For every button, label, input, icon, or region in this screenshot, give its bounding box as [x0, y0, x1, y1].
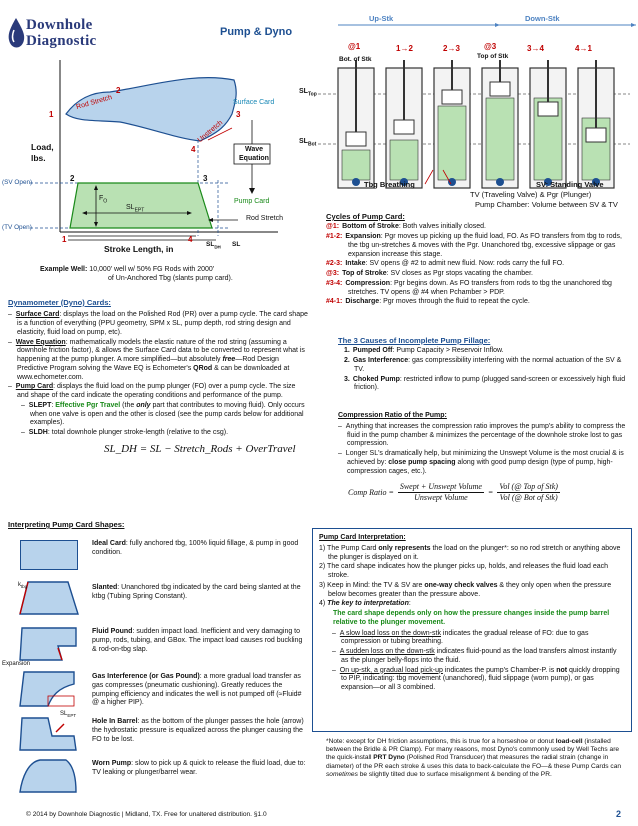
tv-open-label: (TV Open) [2, 224, 32, 231]
interp-d3a: On up-stk, a gradual load pick-up [339, 666, 443, 674]
wave-text-c: & can be downloaded at www.echometer.com. [17, 364, 290, 381]
footer-text: © 2014 by Downhole Diagnostic | Midland, TX. Free for unaltered distribution. §1.0 [26, 811, 267, 818]
ept-only: only [136, 401, 151, 409]
bot-stk-label: Bot. of Stk [339, 56, 372, 63]
cycles-list [326, 223, 632, 307]
sv-open-label: (SV Open) [2, 179, 33, 186]
note-g: be slightly tilted due to surface misalignment & bending of the PR. [357, 770, 552, 778]
cycle-term: Intake [345, 260, 366, 268]
incomplete-num: 2. [344, 357, 350, 365]
incomplete-item [338, 376, 628, 394]
cycles-section [326, 212, 632, 307]
interp-1 [319, 545, 625, 563]
tv-label: TV (Traveling Valve) & Pgr (Plunger) [470, 190, 592, 199]
shape-term: Ideal Card [92, 540, 126, 547]
ept-a: (the [120, 401, 137, 409]
wave-text-a: : mathematically models the elastic nature of the rod string (assuming a downhole friction factor), & allows the Surface Card data to be converted to represent what is happening at the pump plunger. A more simplified—but absolutely [17, 338, 305, 364]
cycle-text: : Pgr moves through the fluid to repeat the cycle. [379, 298, 530, 306]
incomplete-num: 3. [344, 375, 350, 383]
pump-corner-3: 3 [203, 174, 208, 183]
shape-term: Hole In Barrel [92, 718, 138, 725]
sl-ept-text: SL [126, 204, 135, 211]
dyno-heading: Dynamometer (Dyno) Cards: [8, 298, 111, 307]
fo-text: F [99, 195, 104, 202]
sv-label: SV: Standing Valve [536, 180, 604, 189]
shape-slept-label [60, 711, 76, 719]
at3-label: @3 [484, 42, 497, 51]
surface-corner-1: 1 [49, 110, 54, 119]
shape-term: Fluid Pound [92, 628, 133, 635]
sl-dh-formula: SL_DH = SL − Stretch_Rods + OverTravel [104, 442, 296, 455]
step-4-1: 4→1 [575, 44, 592, 53]
wave-eq-def: – Wave Equation: mathematically models the elastic nature of the rod string (assuming a downhole friction factor), & allows the Surface Card data to be converted to represent what is happening at the pump plunger. A more simplified—but absolutely free—Rod Design Predictive Program solving the Wave EQ is Echometer's QRod & can be downloaded at www.echometer.com. [8, 338, 305, 381]
sl-top-label [299, 88, 317, 98]
step-2-3: 2→3 [443, 44, 460, 53]
surface-text: : displays the load on the Polished Rod (PR) over a pump cycle. The card shape is a function of everything (PPU geometry, SPM x SL, pump depth, rod string design and elasticity, fluid load on pump, etc). [17, 311, 308, 336]
fo-label [99, 195, 107, 205]
cycle-item [326, 298, 632, 307]
surface-card-def: – Surface Card: displays the load on the Polished Rod (PR) over a pump cycle. The card shape is a function of everything (PPU geometry, SPM x SL, pump depth, rod string design and elasticity, fluid load on pump, etc). [8, 311, 308, 336]
sl-label: SL [232, 241, 241, 248]
cycle-term: Bottom of Stroke [342, 223, 399, 231]
ept-b: part that contributes to moving fluid). Only occurs when one valve is open and the other is closed (see the pump cards below for additional examples). [30, 401, 305, 427]
note-c: (installed between the Bridle & PR Clamp). For many reasons, most Dyno's commonly used by Well Techs are the quick-install [326, 738, 620, 762]
pump-card-label: Pump Card [234, 198, 270, 205]
sl-dh-label [206, 241, 221, 250]
cycle-item [326, 223, 632, 232]
logo-line2: Diagnostic [26, 33, 97, 49]
y-axis-label [31, 142, 54, 163]
comp-den: Unswept Volume [414, 493, 468, 503]
tbg-breathing-label: Tbg Breathing [364, 180, 415, 189]
cycle-item [326, 233, 632, 259]
footnote [326, 738, 630, 779]
note-a: *Note: except for DH friction assumptions, this is true for a horseshoe or donut [326, 738, 556, 745]
incomplete-list [338, 347, 628, 393]
cycles-heading: Cycles of Pump Card: [326, 212, 405, 221]
interp-1c: the load on the plunger*: so no rod stretch or anything above the plunger is displayed on it. [328, 544, 621, 561]
cycle-term: Discharge [345, 298, 380, 306]
compression-heading: Compression Ratio of the Pump: [338, 412, 447, 419]
sl-dh-sub: DH [214, 244, 221, 250]
incomplete-text: : gas compressibility interfering with the normal actuation of the SV & TV. [354, 357, 622, 373]
sl-dh-text: SL [206, 241, 215, 248]
sl-dh-def: – SLDH: total downhole plunger stroke-length (relative to the csg). [21, 429, 229, 437]
interp-3a: 3) Keep in Mind: the TV & SV are [319, 581, 425, 589]
rod-stretch-label: Rod Stretch [246, 215, 283, 222]
interp-4b: The key to interpretation [327, 600, 409, 608]
cycle-term: Compression [345, 279, 391, 287]
interp-3b: one-way check valves [424, 581, 498, 589]
unstretch-label: Unstretch [196, 119, 225, 145]
incomplete-item [338, 357, 628, 375]
shape-description [92, 760, 306, 778]
at1-label: @1 [348, 42, 361, 51]
interpretation-box [312, 528, 632, 732]
cycle-text: : SV closes as Pgr stops vacating the chamber. [386, 270, 533, 278]
sl-bot-label [299, 138, 316, 148]
compression-bullet-2: – Longer SL's dramatically help, but minimizing the Unswept Volume is the most crucial & is achieved by: close pump spacing along with good pump design (type of pump, high-compression cages, etc.). [338, 450, 624, 475]
cycle-item [326, 270, 632, 279]
shape-text: : fully anchored tbg, 100% liquid fillage, & pump in good condition. [92, 540, 299, 556]
note-b: load-cell [555, 738, 583, 745]
shape-description [92, 718, 306, 744]
interp-2: 2) The card shape indicates how the plunger picks up, holds, and releases the fluid load each stroke. [319, 563, 608, 579]
compression-bullet-1: – Anything that increases the compression ratio improves the pump's ability to compress the fluid in the pump chamber & minimizes the percentage of the downhole stroke lost to gas compression. [338, 422, 626, 448]
interp-d3: – On up-stk, a gradual load pick-up indicates the pump's Chamber-P. is not quickly dropping to PIP, indicating: tbg movement (unanchored), fluid slippage (worn pump), or gas expansion—or all 3 combined. [332, 666, 620, 691]
logo-line1: Downhole [26, 17, 93, 33]
ktbg-sub: tbg [21, 584, 28, 590]
y-label-2: lbs. [31, 152, 46, 163]
sl-top-text: SL [299, 88, 308, 95]
step-1-2: 1→2 [396, 44, 413, 53]
dh-label: SLDH [28, 429, 48, 437]
slanted-card-shape [18, 580, 82, 618]
compression-b2c: along with good pump design (type of pump, high-compression cages, etc.). [347, 458, 613, 475]
surface-corner-3: 3 [236, 110, 241, 119]
expansion-label: Expansion [2, 661, 31, 667]
compression-b1: Anything that increases the compression ratio improves the pump's ability to compress the fluid in the pump chamber & minimizes the percentage of the downhole stroke lost to gas compression. [345, 422, 626, 448]
cycle-text: : SV opens @ #2 to admit new fluid. Now: rods carry the full FO. [365, 260, 565, 268]
dyno-section [8, 298, 308, 457]
comp-den2: Vol (@ Bot of Stk) [499, 493, 558, 503]
comp-eq: = [487, 487, 494, 497]
pump-corner-1: 1 [62, 235, 67, 244]
pump-diagram-3 [434, 60, 470, 188]
incomplete-text: : Pump Capacity > Reservoir Inflow. [392, 347, 504, 355]
incomplete-item [338, 347, 628, 356]
compression-b2a: Longer SL's dramatically help, but minimizing the Unswept Volume is the most crucial & is achieved by: [345, 450, 624, 466]
surface-corner-4: 4 [191, 145, 196, 154]
shape-description [92, 673, 306, 708]
incomplete-section [338, 336, 628, 393]
ept-label: SLEPT [28, 401, 52, 409]
compression-b2b: close pump spacing [388, 458, 456, 466]
interp-d3c: not [556, 666, 568, 674]
wave-equation-label [238, 146, 270, 164]
gas-interference-shape [18, 670, 82, 710]
example-line1: 10,000' well w/ 50% FG Rods with 2000' [89, 266, 215, 273]
pump-term: Pump Card [15, 383, 54, 391]
hole-in-barrel-shape [18, 716, 82, 754]
down-stk-label: Down-Stk [525, 14, 560, 23]
sl-bot-sub: Bot [307, 141, 317, 148]
surface-card-label: Surface Card [233, 99, 275, 106]
wave-text-b: —Rod Design Predictive Program solving the Wave EQ is Echometer's [17, 356, 279, 372]
interp-d1a: A slow load loss on the down-stk [339, 629, 441, 637]
shape-text: : slow to pick up & quick to release the fluid load, due to: TV leaking or plunger/barrel wear. [92, 760, 306, 776]
interp-d2a: A sudden loss on the down-stk [339, 648, 435, 655]
ktbg-text: k [18, 582, 21, 588]
wave-qrod: QRod [193, 364, 213, 372]
incomplete-term: Choked Pump [352, 375, 400, 383]
shape-term: Gas Interference (or Gas Pound) [92, 673, 200, 680]
shape-description [92, 584, 306, 602]
step-3-4: 3→4 [527, 44, 544, 53]
interp-d3d: quickly dropping to PIP, indicating: tbg movement (unanchored), fluid slippage (worn pump), or gas expansion—or all 3 combined. [341, 666, 620, 691]
cycle-item [326, 260, 632, 269]
interp-3c: & they only open when the pressure below becomes greater than the pressure above. [328, 581, 612, 598]
cycle-text: : Both valves initially closed. [398, 223, 486, 231]
cycle-tag: #2-3: [326, 260, 343, 268]
cycle-tag: #3-4: [326, 279, 343, 287]
sl-ept-def: – SLEPT: Effective Pgr Travel (the only part that contributes to moving fluid). Only occurs when one valve is open and the other is closed (see the pump cards below for additional examples). [21, 401, 305, 427]
comp-frac1 [398, 482, 484, 503]
surface-corner-2: 2 [116, 86, 121, 95]
interp-1b: only represents [378, 544, 431, 552]
pump-diagram-6 [578, 60, 614, 188]
note-d: PRT Dyno [373, 754, 405, 762]
cycle-tag: #4-1: [326, 298, 343, 306]
interp-4a: 4) [319, 600, 328, 608]
top-stk-label: Top of Stk [477, 53, 509, 60]
comp-num2: Vol (@ Top of Stk) [499, 482, 558, 492]
shape-description [92, 540, 306, 558]
interp-4 [319, 600, 625, 609]
rod-stretch-diag-label: Rod Stretch [75, 94, 113, 111]
sl-ept-label [126, 204, 144, 214]
dh-text: : total downhole plunger stroke-length (relative to the csg). [47, 429, 229, 437]
interp-heading: Pump Card Interpretation: [319, 534, 406, 541]
shape-text: : Unanchored tbg indicated by the card being slanted at the ktbg (Tubing Spring Constant). [92, 584, 301, 600]
worn-pump-shape [18, 758, 82, 796]
wave-term: Wave Equation [15, 338, 66, 346]
interp-d3b: indicates the pump's Chamber-P. is [442, 666, 557, 674]
shape-text: : sudden impact load. Inefficient and very damaging to pump, rods, tubing, and GBox. The impact load causes rod buckling & rod-on-tbg slap. [92, 628, 303, 653]
x-axis-label: Stroke Length, in [104, 244, 174, 254]
interp-1a: 1) The Pump Card [319, 544, 379, 552]
sl-ept-sub: EPT [134, 207, 145, 214]
shape-text: : as the bottom of the plunger passes the hole (arrow) the hydrostatic pressure is equalized across the plunger causing the FO to be lost. [92, 718, 304, 743]
shapes-section [0, 536, 310, 806]
example-well [40, 266, 300, 284]
cycle-term: Expansion [345, 233, 381, 241]
ideal-card-shape [20, 540, 78, 570]
ktbg-label [18, 582, 27, 590]
pump-diagram-4 [482, 60, 518, 188]
incomplete-text: : restricted inflow to pump (plugged sand-screen or excessively high fluid friction). [354, 375, 626, 392]
note-e: (Polished Rod Transducer) that measures the radial strain (change in diameter) of the PR each stroke & uses this data to back-calculate the FO—& these Pump Cards can [326, 754, 622, 770]
cycle-text: : Pgr begins down. As FO transfers from rods to tbg the unanchored tbg stretches. TV opens @ #4 when Pchamber > PDP. [348, 279, 612, 296]
pump-diagram-5 [530, 60, 566, 188]
up-stk-label: Up-Stk [369, 14, 394, 23]
interp-key: The card shape depends only on how the pressure changes inside the pump barrel relative to the plunger movement. [333, 610, 610, 626]
wave-free: free [222, 356, 236, 364]
interp-d2b: indicates fluid-pound as the load transfers almost instantly as the plunger belly-flops into the fluid. [341, 648, 617, 664]
interp-3 [319, 582, 625, 600]
fluid-pound-shape [18, 626, 82, 664]
cycle-term: Top of Stroke [342, 270, 387, 278]
compression-section [338, 412, 630, 503]
cycle-text: : Pgr moves up picking up the fluid load, FO. As FO transfers from tbg to rods, the tbg un-stretches & moves with the Pgr. Unanchored tbg, excessive slippage or gas expansion increase this stage. [348, 233, 622, 258]
incomplete-heading: The 3 Causes of Incomplete Pump Fillage: [338, 336, 491, 345]
comp-ratio-formula [348, 482, 630, 503]
interp-4c: : [408, 600, 411, 608]
incomplete-num: 1. [344, 347, 350, 355]
wave-eq-line2: Equation [239, 154, 269, 162]
pump-diagram-1 [338, 60, 374, 188]
page-number: 2 [616, 809, 622, 819]
shape-description [92, 628, 306, 654]
pump-text: : displays the fluid load on the pump plunger (FO) over a pump cycle. The size and shape of the card indicate the operating conditions and performance of the pump. [17, 383, 296, 400]
incomplete-term: Gas Interference [352, 357, 409, 365]
interp-d2: – A sudden loss on the down-stk indicates fluid-pound as the load transfers almost instantly as the plunger belly-flops into the fluid. [332, 648, 617, 664]
ept-term: Effective Pgr Travel [55, 401, 121, 409]
surface-term: Surface Card [15, 311, 60, 319]
wave-eq-line1: Wave [244, 146, 264, 153]
pump-corner-2: 2 [70, 174, 75, 183]
cycle-tag: #1-2: [326, 233, 343, 241]
comp-frac2 [497, 482, 560, 503]
shapes-heading: Interpreting Pump Card Shapes: [8, 520, 125, 529]
shape-slept-text: SL [60, 711, 68, 717]
note-f: sometimes [326, 770, 358, 778]
y-label-1: Load, [31, 142, 54, 152]
example-line2: of Un-Anchored Tbg (slants pump card). [108, 274, 233, 282]
shape-slept-sub: EPT [67, 713, 77, 719]
cycle-tag: @3: [326, 270, 340, 278]
interp-d1: – A slow load loss on the down-stk indicates the gradual release of FO: due to gas compression or tubing breathing. [332, 629, 589, 646]
shape-term: Slanted [92, 584, 118, 591]
shape-term: Worn Pump [92, 760, 132, 767]
cycle-item [326, 280, 632, 298]
sl-bot-text: SL [299, 138, 308, 145]
cycle-tag: @1: [326, 223, 340, 231]
fo-sub: O [103, 198, 108, 205]
example-label: Example Well: [40, 266, 88, 273]
comp-lhs: Comp Ratio = [348, 487, 394, 497]
pump-corner-4: 4 [188, 235, 193, 244]
interp-d1b: indicates the gradual release of FO: due to gas compression or tubing breathing. [341, 629, 589, 646]
sl-top-sub: Top [307, 91, 317, 98]
shape-text: : a more gradual load transfer as gas compresses (pneumatic cushioning). Greatly reduces the pumping efficiency and indicates the well is not pumped off (≈Fluid# @ a higher PIP). [92, 673, 302, 707]
page-title: Pump & Dyno [220, 26, 293, 38]
chamber-label: Pump Chamber: Volume between SV & TV [475, 200, 618, 209]
comp-num: Swept + Unswept Volume [399, 482, 482, 492]
incomplete-term: Pumped Off [352, 347, 393, 355]
pump-diagram-2 [386, 60, 422, 188]
pump-card-def: – Pump Card: displays the fluid load on the pump plunger (FO) over a pump cycle. The size and shape of the card indicate the operating conditions and performance of the pump. [8, 383, 296, 400]
